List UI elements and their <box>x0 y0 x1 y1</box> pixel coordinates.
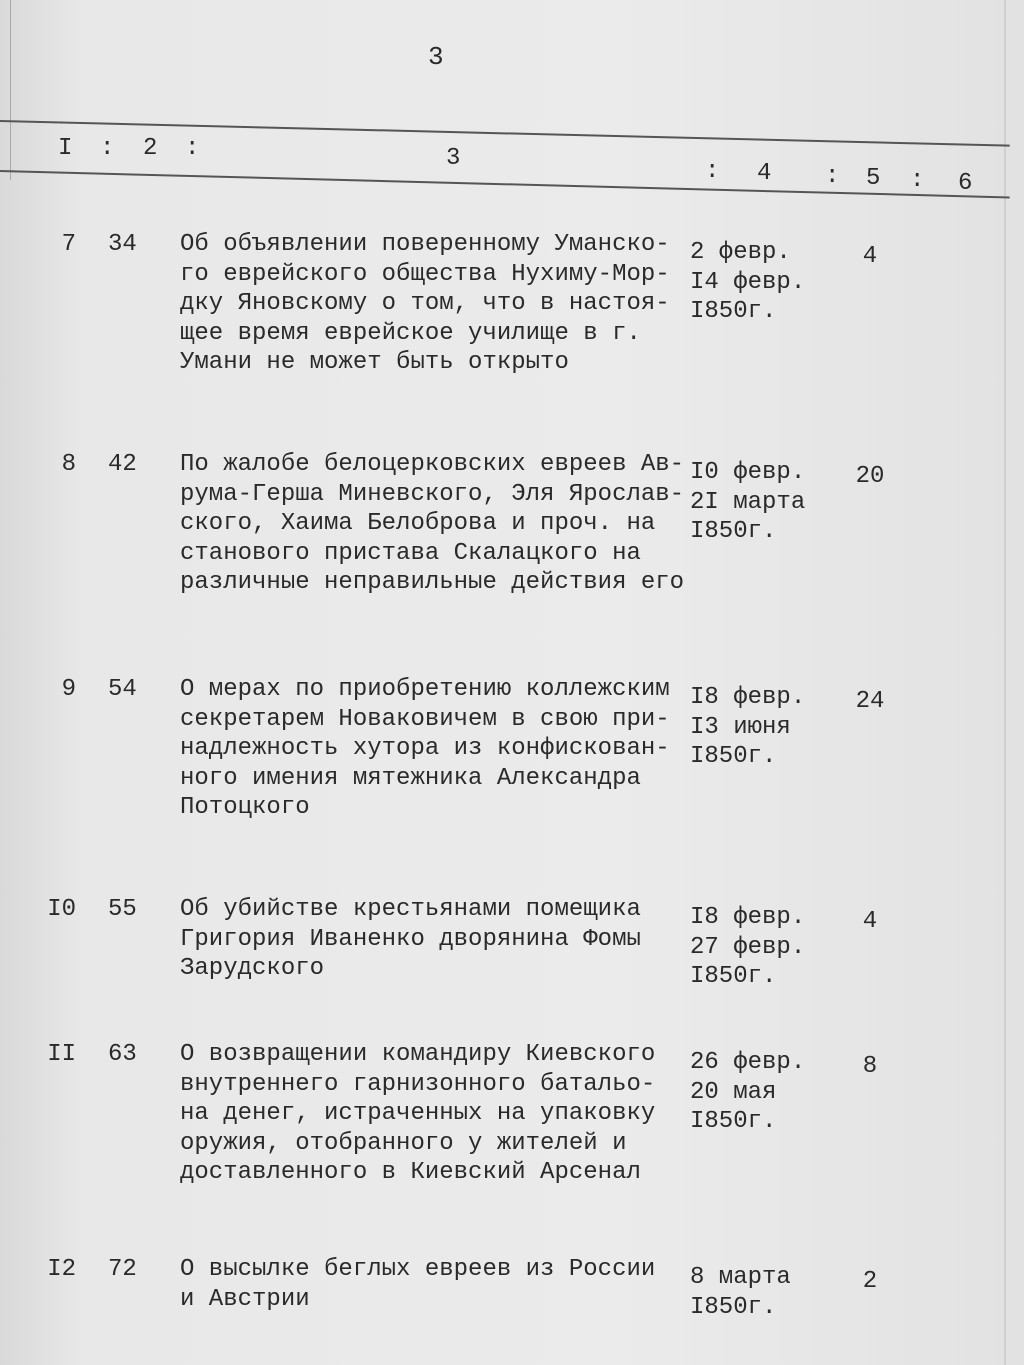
file-number: 72 <box>108 1256 137 1283</box>
sheet-count: 8 <box>862 1053 878 1080</box>
page-number: 3 <box>428 42 444 72</box>
sheet-count: 4 <box>862 908 878 935</box>
description <box>180 675 700 823</box>
date-line: I850г. <box>690 518 777 545</box>
header-sep: : <box>910 167 925 194</box>
description-line: О возвращении командиру Киевского <box>180 1041 656 1068</box>
file-number: 34 <box>108 231 137 258</box>
description-line: Потоцкого <box>180 794 310 821</box>
sheet-count: 24 <box>855 688 885 715</box>
description-line: щее время еврейское училище в г. <box>180 319 641 347</box>
header-bottom-rule <box>0 170 1010 198</box>
sheet-count: 20 <box>855 463 885 490</box>
header-col2: 2 <box>143 135 158 162</box>
description-line: ского, Хаима Белоброва и проч. на <box>180 510 656 537</box>
date-line: I4 февр. <box>690 268 806 296</box>
date-line: I850г. <box>690 298 777 325</box>
header-col6: 6 <box>958 170 973 197</box>
dates <box>690 903 805 992</box>
date-line: I8 февр. <box>690 904 806 931</box>
dates <box>690 1263 791 1322</box>
sheet-count: 2 <box>862 1268 878 1295</box>
file-number: 42 <box>108 451 137 478</box>
item-number: I2 <box>47 1256 76 1283</box>
file-number: 55 <box>108 896 137 923</box>
header-col5: 5 <box>866 165 881 192</box>
description-line: на денег, истраченных на упаковку <box>180 1100 656 1127</box>
header-sep: : <box>100 135 115 162</box>
date-line: I850г. <box>690 1108 777 1135</box>
description-line: По жалобе белоцерковских евреев Ав- <box>180 451 685 478</box>
description-line: ного имения мятежника Александра <box>180 764 641 792</box>
right-margin-line <box>1004 0 1006 1365</box>
file-number: 63 <box>108 1041 137 1068</box>
description-line: О мерах по приобретению коллежским <box>180 676 670 703</box>
description-line: Умани не может быть открыто <box>180 349 569 376</box>
date-line: I8 февр. <box>690 684 806 711</box>
date-line: 20 мая <box>690 1078 777 1106</box>
description-line: доставленного в Киевский Арсенал <box>180 1159 641 1186</box>
dates <box>690 1048 805 1137</box>
description-line: Зарудского <box>180 955 325 982</box>
description <box>180 450 700 598</box>
description-line: секретарем Новаковичем в свою при- <box>180 705 670 733</box>
description-line: внутреннего гарнизонного батальо- <box>180 1070 656 1098</box>
description-line: и Австрии <box>180 1285 310 1313</box>
description-line: О высылке беглых евреев из России <box>180 1256 656 1283</box>
file-number: 54 <box>108 676 137 703</box>
date-line: 27 февр. <box>690 933 806 961</box>
description-line: го еврейского общества Нухиму-Мор- <box>180 260 670 288</box>
header-sep: : <box>705 158 720 185</box>
item-number: 7 <box>61 231 76 258</box>
sheet-count: 4 <box>862 243 878 270</box>
item-number: 8 <box>61 451 76 478</box>
dates <box>690 458 805 547</box>
dates <box>690 238 805 327</box>
description-line: различные неправильные действия его <box>180 569 685 596</box>
header-col1: I <box>58 135 73 162</box>
item-number: 9 <box>61 676 76 703</box>
date-line: 26 февр. <box>690 1049 806 1076</box>
date-line: 2 февр. <box>690 239 791 266</box>
date-line: I0 февр. <box>690 459 806 486</box>
date-line: I3 июня <box>690 713 791 741</box>
description-line: Об убийстве крестьянами помещика <box>180 896 641 923</box>
header-col3: 3 <box>446 145 461 172</box>
description-line: Об объявлении поверенному Уманско- <box>180 231 670 258</box>
header-col4: 4 <box>757 160 772 187</box>
description <box>180 230 700 378</box>
date-line: I850г. <box>690 743 777 770</box>
description <box>180 1255 700 1314</box>
description-line: станового пристава Скалацкого на <box>180 539 641 567</box>
date-line: 8 марта <box>690 1264 791 1291</box>
date-line: 2I марта <box>690 488 806 516</box>
description-line: дку Яновскому о том, что в настоя- <box>180 290 670 317</box>
header-sep: : <box>185 135 200 162</box>
date-line: I850г. <box>690 1293 777 1321</box>
description-line: надлежность хутора из конфискован- <box>180 735 670 762</box>
date-line: I850г. <box>690 963 777 990</box>
page-edge <box>0 0 11 180</box>
header-sep: : <box>825 163 840 190</box>
item-number: I0 <box>47 896 76 923</box>
description-line: рума-Герша Миневского, Эля Ярослав- <box>180 480 685 508</box>
description <box>180 1040 700 1188</box>
description-line: Григория Иваненко дворянина Фомы <box>180 925 641 953</box>
item-number: II <box>47 1041 76 1068</box>
dates <box>690 683 805 772</box>
description <box>180 895 700 984</box>
description-line: оружия, отобранного у жителей и <box>180 1129 627 1157</box>
